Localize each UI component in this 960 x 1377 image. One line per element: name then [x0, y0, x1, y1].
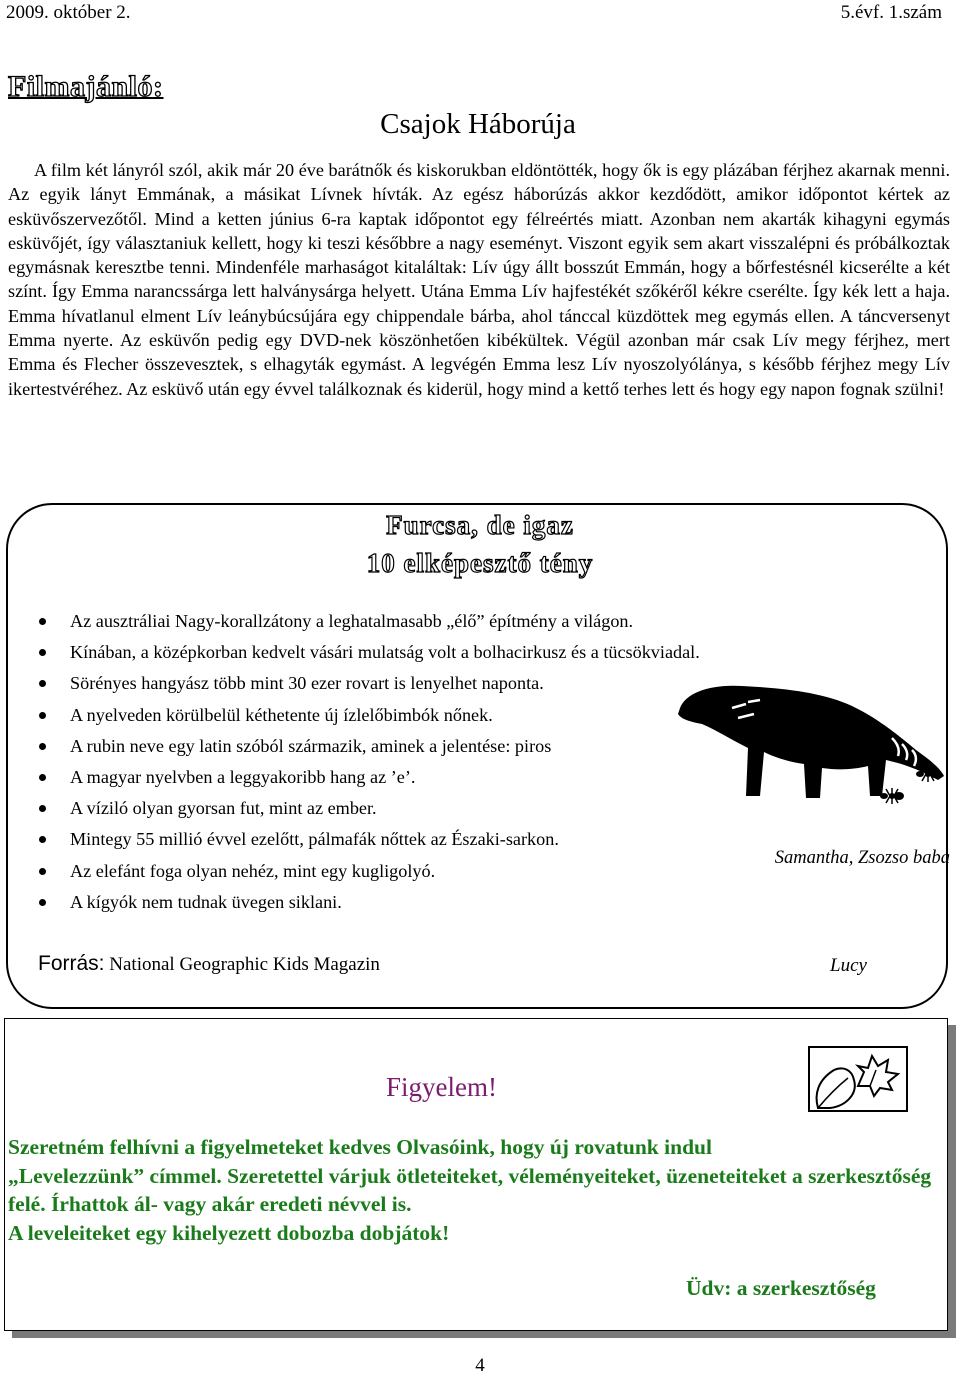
fact-item: Az ausztráliai Nagy-korallzátony a leghatalmasabb „élő” építmény a világon.: [36, 606, 700, 637]
leaves-illustration: [808, 1046, 908, 1112]
notice-signature: Üdv: a szerkesztőség: [686, 1276, 876, 1300]
notice-line: Szeretném felhívni a figyelmeteket kedves Olvasóink, hogy új rovatunk indul: [8, 1135, 712, 1159]
page-number: 4: [475, 1355, 485, 1376]
source-label: Forrás:: [38, 952, 105, 975]
fact-item: A kígyók nem tudnak üvegen siklani.: [36, 887, 700, 918]
facts-source: [38, 952, 380, 976]
facts-author: Lucy: [830, 955, 867, 976]
film-title: [0, 108, 960, 141]
film-section-heading: Filmajánló:: [8, 70, 164, 103]
fact-item: Kínában, a középkorban kedvelt vásári mulatság volt a bolhacirkusz és a tücsökviadal.: [36, 637, 700, 668]
fact-item: A rubin neve egy latin szóból származik, aminek a jelentése: piros: [36, 731, 700, 762]
fact-item: A nyelveden körülbelül kéthetente új ízlelőbimbók nőnek.: [36, 700, 700, 731]
fact-item: Az elefánt foga olyan nehéz, mint egy kugligolyó.: [36, 856, 700, 887]
facts-list: [36, 606, 700, 918]
fact-item: Mintegy 55 millió évvel ezelőtt, pálmafák nőttek az Északi-sarkon.: [36, 824, 700, 855]
header-issue: 5.évf. 1.szám: [840, 2, 942, 23]
ant-icon: [880, 788, 904, 804]
source-text: National Geographic Kids Magazin: [109, 954, 380, 975]
header-date: 2009. október 2.: [6, 2, 131, 23]
facts-heading-line1: Furcsa, de igaz: [386, 510, 574, 540]
film-title-text: Csajok Háborúja: [380, 108, 576, 140]
anteater-illustration: [672, 678, 952, 818]
fact-item: A magyar nyelvben a leggyakoribb hang az ’e’.: [36, 762, 700, 793]
film-review-body: A film két lányról szól, akik már 20 éve barátnők és kiskorukban eldöntötték, hogy ők is egy plázában férjhez akarnak menni. Az egyik lányt Emmának, a másikat Lívnek hívták. Az egész háborúzás akkor kezdődött, amikor időpontot kértek az esküvőszervezőtől. Mind a ketten június 6-ra kaptak időpontot egy félreértés miatt. Azonban nem akarták kihagyni egymás esküvőjét, így választaniuk kellett, hogy ki teszi későbbre a nagy eseményt. Viszont egyik sem akart visszalépni és próbálkoztak egymásnak keresztbe tenni. Mindenféle marhaságot kitaláltak: Lív úgy állt bosszút Emmán, hogy a bőrfestésnél kicserélte a két színt. Így Emma narancssárga lett halványsárga helyett. Utána Emma Lív hajfestékét szőkéről kékre cserélte. Így kék lett a haja. Emma hívatlanul elment Lív leánybúcsújára egy chippendale bárba, ahol tánccal küzdöttek meg egymás ellen. A táncversenyt Emma nyerte. Az esküvőn pedig egy DVD-nek köszönhetően kibékültek. Végül azonban már csak Lív megy férjhez, mert Emma és Flecher összevesztek, s elhagyták egymást. A legvégén Emma lesz Lív nyoszolyólánya, s később férjhez megy Lív ikertestvéréhez. Az esküvő után egy évvel találkoznak és kiderül, hogy mind a kettő terhes lett és hogy egy napon fognak szülni!: [8, 160, 950, 399]
facts-heading-line2: 10 elképesztő tény: [366, 548, 594, 578]
fact-item: Sörényes hangyász több mint 30 ezer rovart is lenyelhet naponta.: [36, 668, 700, 699]
notice-body: [8, 1133, 938, 1247]
notice-line: „Levelezzünk” címmel. Szeretettel várjuk ötleteiteket, véleményeiteket, üzeneteiteket a szerkesztőség felé. Írhattok ál- vagy akár eredeti névvel is.: [8, 1163, 932, 1216]
notice-title: Figyelem!: [386, 1072, 497, 1102]
fact-item: A víziló olyan gyorsan fut, mint az ember.: [36, 793, 700, 824]
notice-line: A leveleiteket egy kihelyezett dobozba dobjátok!: [8, 1220, 450, 1245]
film-author: Samantha, Zsozso baba: [774, 848, 950, 868]
anteater-icon: [678, 686, 944, 798]
